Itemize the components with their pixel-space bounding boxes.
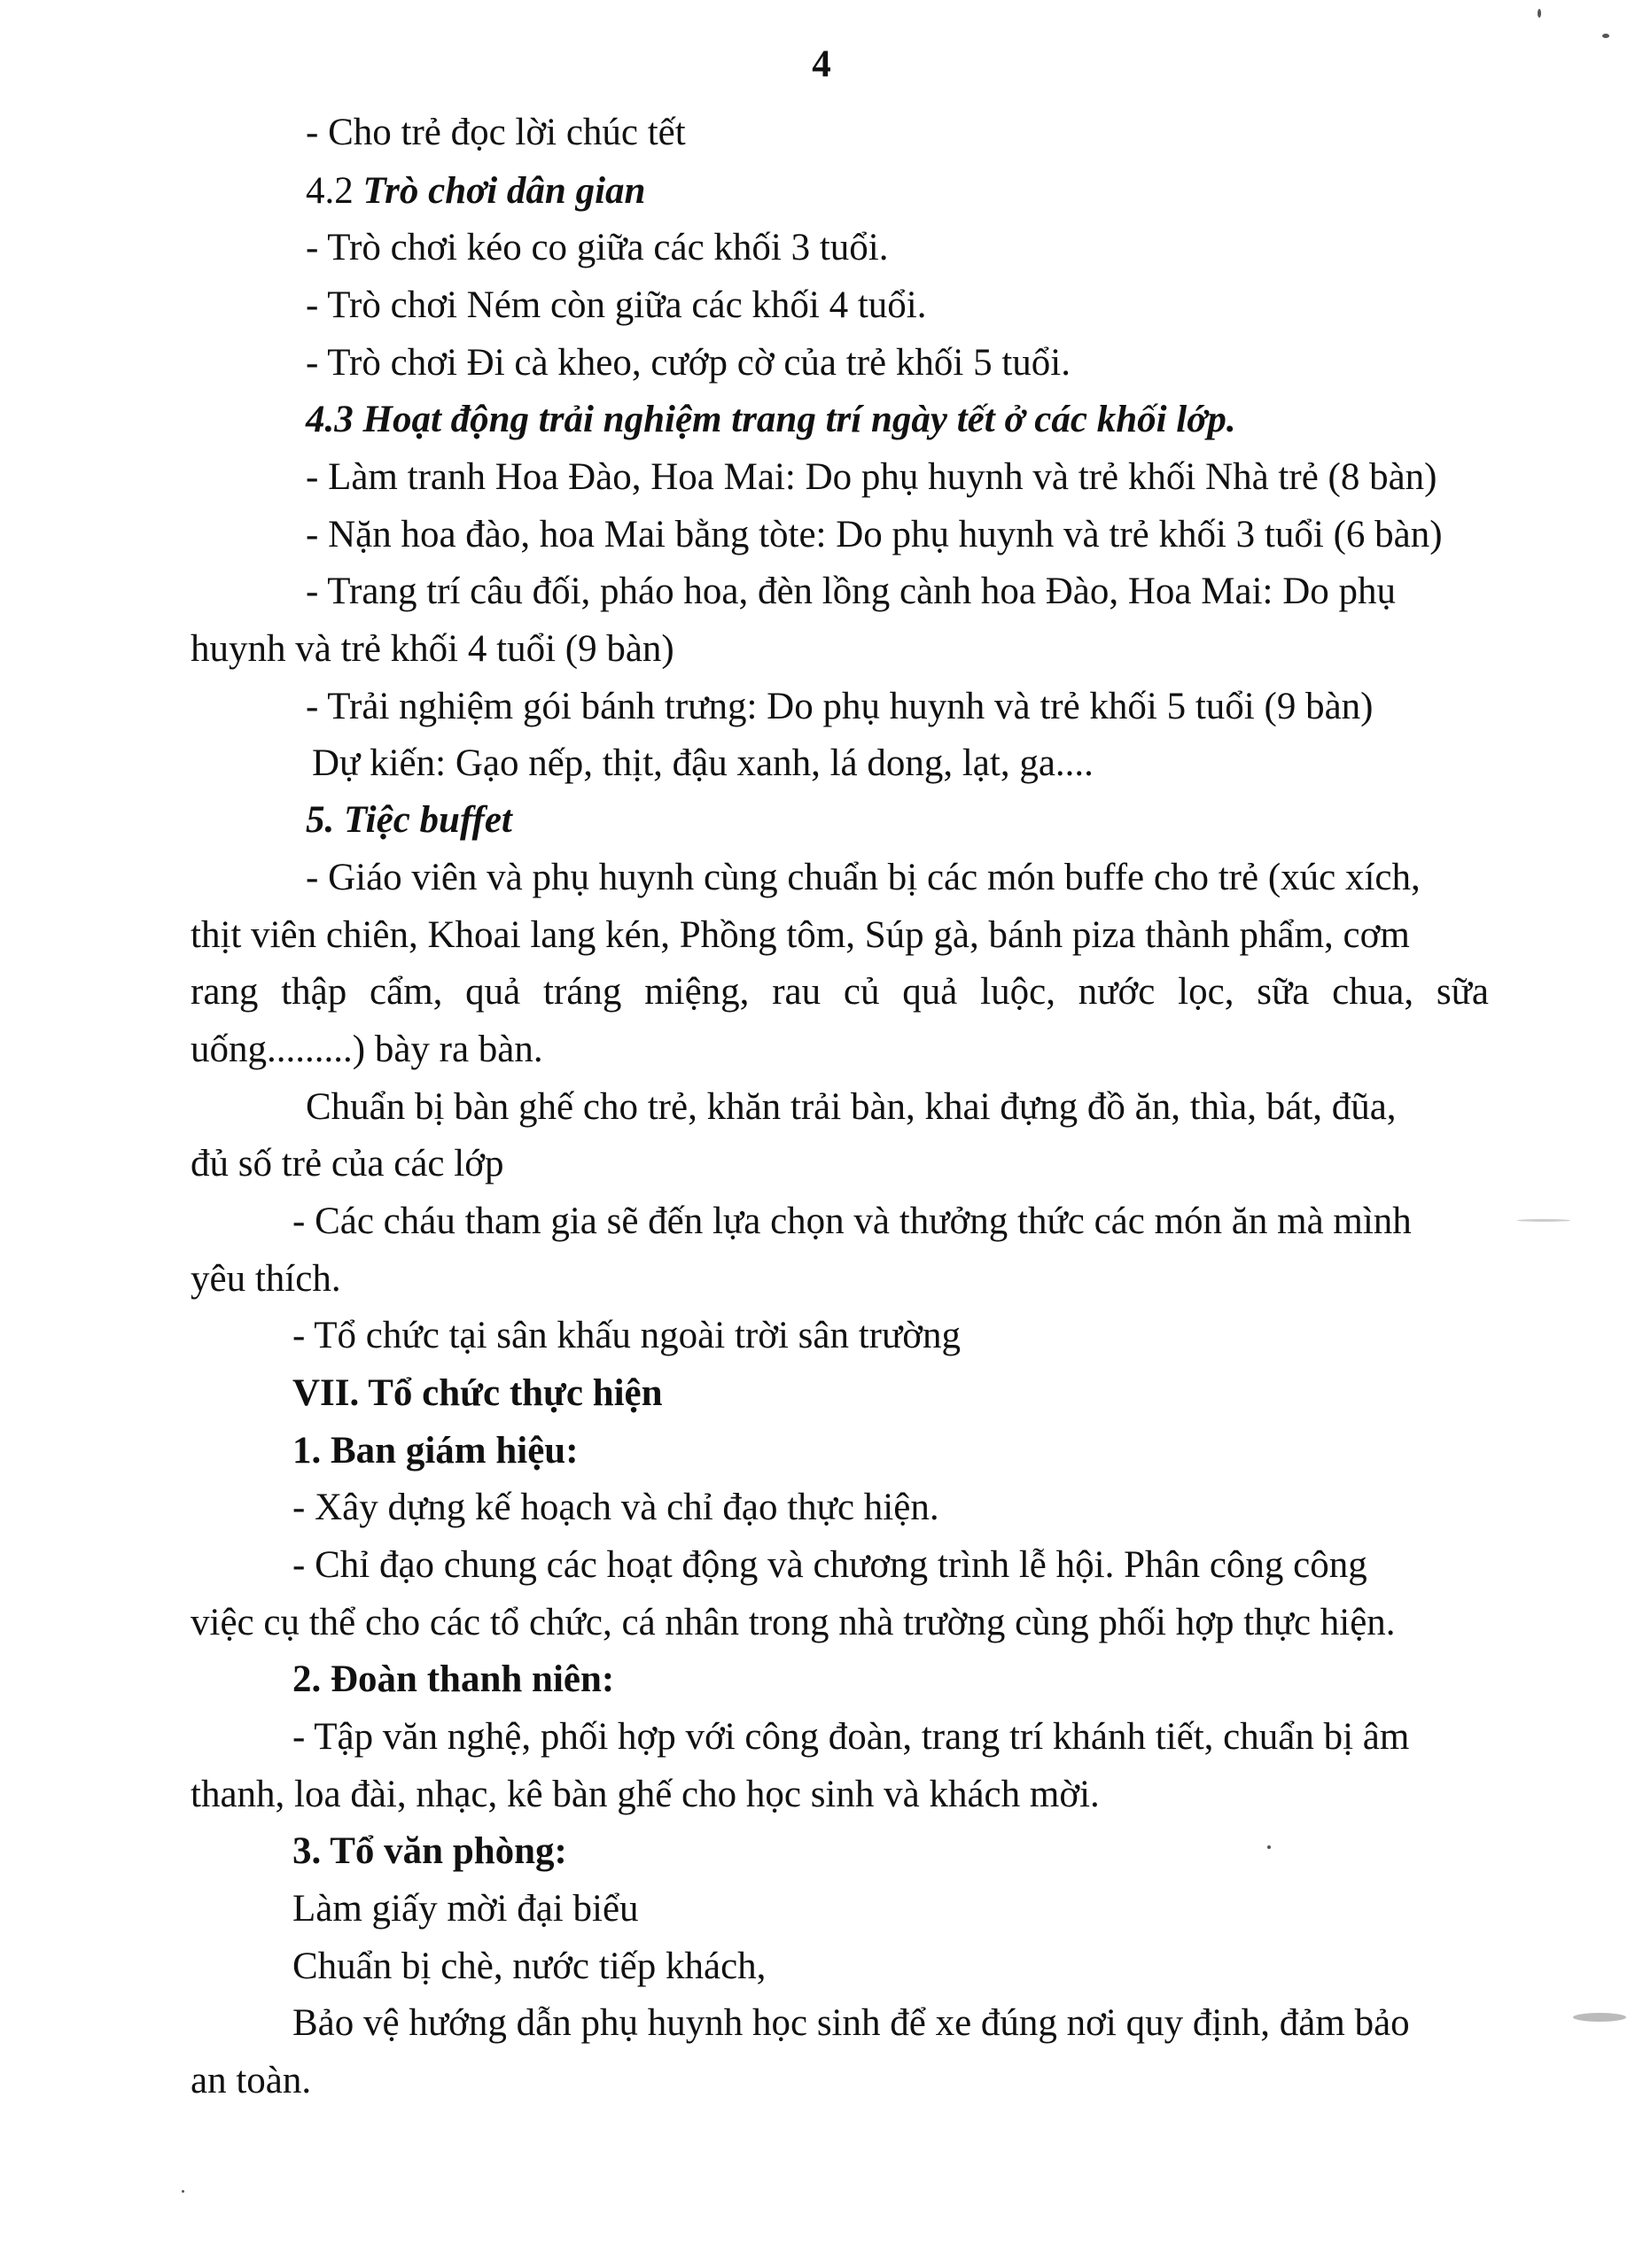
text-line: Dự kiến: Gạo nếp, thịt, đậu xanh, lá dong, lạt, ga....: [312, 742, 1094, 784]
section-number: 4.2: [306, 170, 363, 212]
scan-speck: [1602, 34, 1609, 38]
subheading-to-van-phong: 3. Tổ văn phòng:: [292, 1830, 567, 1872]
subheading-doan-thanh-nien: 2. Đoàn thanh niên:: [292, 1658, 615, 1700]
scan-speck: [1267, 1845, 1271, 1849]
text-line: Chuẩn bị chè, nước tiếp khách,: [292, 1946, 767, 1987]
text-line: thịt viên chiên, Khoai lang kén, Phồng tôm, Súp gà, bánh piza thành phẩm, cơm: [191, 914, 1410, 956]
text-line: - Làm tranh Hoa Đào, Hoa Mai: Do phụ huynh và trẻ khối Nhà trẻ (8 bàn): [306, 456, 1437, 498]
text-line: - Cho trẻ đọc lời chúc tết: [306, 112, 686, 153]
text-line: Bảo vệ hướng dẫn phụ huynh học sinh để xe đúng nơi quy định, đảm bảo: [292, 2002, 1410, 2044]
text-line: - Nặn hoa đào, hoa Mai bằng tòte: Do phụ huynh và trẻ khối 3 tuổi (6 bàn): [306, 514, 1443, 555]
text-line: - Tổ chức tại sân khấu ngoài trời sân trường: [292, 1315, 962, 1356]
text-line: - Trải nghiệm gói bánh trưng: Do phụ huynh và trẻ khối 5 tuổi (9 bàn): [306, 686, 1374, 727]
section-heading-5: 5. Tiệc buffet: [306, 799, 512, 841]
text-line: - Trò chơi kéo co giữa các khối 3 tuổi.: [306, 227, 889, 268]
text-line: - Tập văn nghệ, phối hợp với công đoàn, trang trí khánh tiết, chuẩn bị âm: [292, 1716, 1410, 1758]
text-line: - Xây dựng kế hoạch và chỉ đạo thực hiện.: [292, 1487, 939, 1528]
scan-speck: [1573, 2013, 1626, 2022]
text-line: uống.........) bày ra bàn.: [191, 1029, 543, 1070]
text-line: - Trò chơi Ném còn giữa các khối 4 tuổi.: [306, 284, 927, 326]
page-number: 4: [812, 43, 831, 85]
scan-speck: [1517, 1219, 1570, 1222]
text-line: yêu thích.: [191, 1258, 341, 1300]
text-line: - Trang trí câu đối, pháo hoa, đèn lồng cành hoa Đào, Hoa Mai: Do phụ: [306, 571, 1397, 612]
text-line: - Giáo viên và phụ huynh cùng chuẩn bị các món buffe cho trẻ (xúc xích,: [306, 857, 1421, 898]
section-heading-4-2: [306, 172, 645, 210]
text-line: huynh và trẻ khối 4 tuổi (9 bàn): [191, 628, 674, 670]
section-heading-vii: VII. Tổ chức thực hiện: [292, 1372, 663, 1414]
subheading-ban-giam-hieu: 1. Ban giám hiệu:: [292, 1430, 579, 1472]
text-line: Chuẩn bị bàn ghế cho trẻ, khăn trải bàn, khai đựng đồ ăn, thìa, bát, đũa,: [306, 1086, 1397, 1128]
text-line: việc cụ thể cho các tổ chức, cá nhân trong nhà trường cùng phối hợp thực hiện.: [191, 1602, 1396, 1643]
section-heading-4-3: 4.3 Hoạt động trải nghiệm trang trí ngày tết ở các khối lớp.: [306, 399, 1236, 440]
section-title: Trò chơi dân gian: [362, 170, 646, 212]
text-line: an toàn.: [191, 2060, 312, 2101]
scan-speck: [182, 2190, 184, 2193]
text-line: đủ số trẻ của các lớp: [191, 1143, 504, 1184]
text-line: rang thập cẩm, quả tráng miệng, rau củ quả luộc, nước lọc, sữa chua, sữa: [191, 971, 1489, 1013]
text-line: - Các cháu tham gia sẽ đến lựa chọn và thưởng thức các món ăn mà mình: [292, 1200, 1412, 1242]
text-line: - Trò chơi Đi cà kheo, cướp cờ của trẻ khối 5 tuổi.: [306, 342, 1071, 384]
text-line: - Chỉ đạo chung các hoạt động và chương trình lễ hội. Phân công công: [292, 1544, 1367, 1586]
text-line: thanh, loa đài, nhạc, kê bàn ghế cho học sinh và khách mời.: [191, 1774, 1100, 1815]
text-line: Làm giấy mời đại biểu: [292, 1888, 639, 1930]
scan-speck: [1538, 9, 1541, 18]
